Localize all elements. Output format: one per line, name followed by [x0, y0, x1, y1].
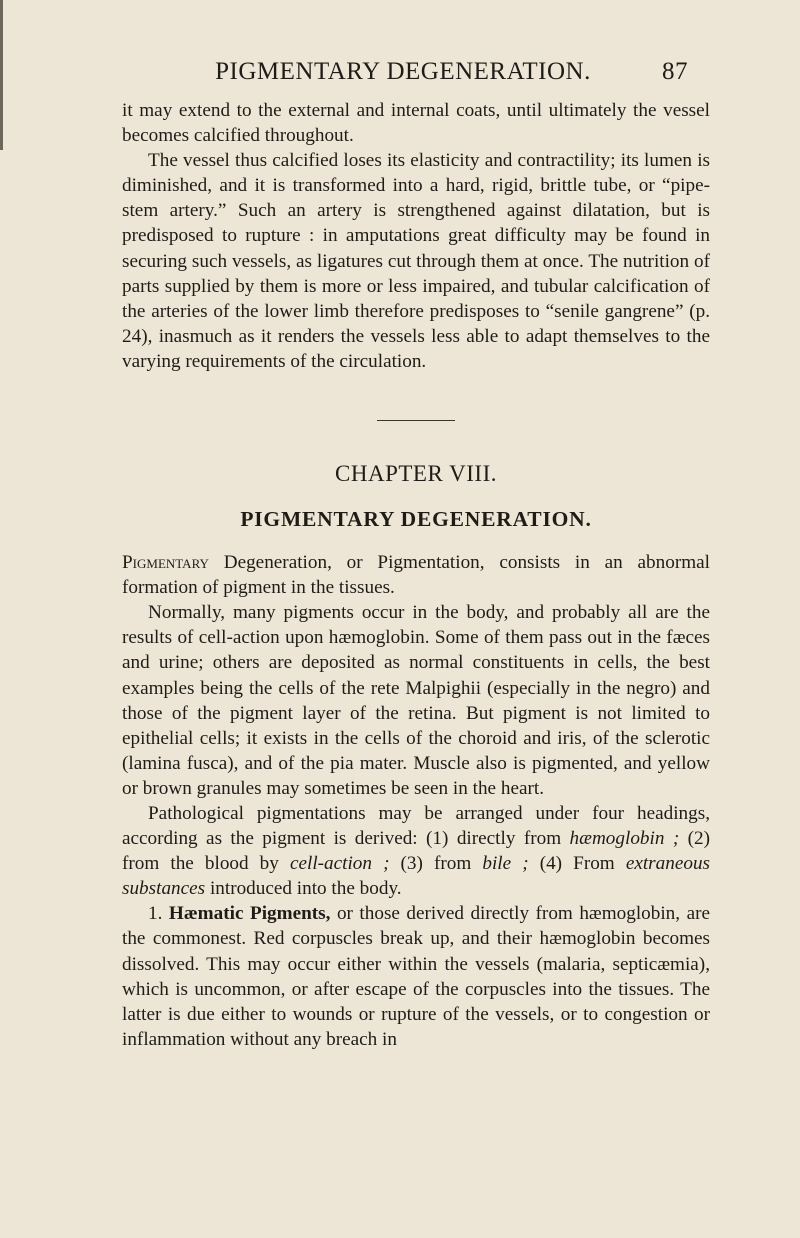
- running-head: [122, 58, 688, 86]
- item-number: 1.: [148, 903, 169, 925]
- text-run: (4) From: [528, 853, 626, 875]
- subheading: Hæmatic Pigments,: [168, 903, 331, 925]
- chapter-label: CHAPTER VIII.: [335, 461, 497, 487]
- text-run: introduced into the body.: [205, 878, 402, 900]
- paragraph-haematic-pigments: [122, 901, 710, 1052]
- paragraph-continued: it may extend to the external and internal coats, until ultimately the vessel becomes calcified throughout.: [122, 100, 710, 147]
- paragraph-normal-pigments: Normally, many pigments occur in the body, and probably all are the results of cell-action upon hæmoglobin. Some of them pass out in the fæces and urine; others are deposited as normal constituents in cells, the best examples being the cells of the rete Malpighii (especially in the negro) and those of the pigment layer of the retina. But pigment is not limited to epithelial cells; it exists in the cells of the choroid and iris, of the sclerotic (lamina fusca), and of the pia mater. Muscle also is pigmented, and yellow or brown granules may sometimes be seen in the heart.: [122, 602, 710, 799]
- paragraph-pathological: [122, 801, 710, 901]
- paragraph-text: or those derived directly from hæmoglobin, are the commonest. Red corpuscles break up, and their hæmoglobin becomes dissolved. This may occur either within the vessels (malaria, septicæmia), which is uncommon, or after escape of the corpuscles into the tissues. The latter is due either to wounds or rupture of the vessels, or to congestion or inflammation without any breach in: [122, 903, 710, 1050]
- page-number: 87: [662, 58, 688, 85]
- paragraph-text: Degeneration, or Pigmentation, consists in an abnormal formation of pigment in the tissues.: [122, 552, 710, 599]
- text-run: (3) from: [389, 853, 483, 875]
- page-edge-shadow: [0, 0, 3, 150]
- chapter-heading: PIGMENTARY DEGENERATION.: [240, 507, 592, 532]
- emphasis-term: bile ;: [482, 853, 529, 875]
- running-title: PIGMENTARY DEGENERATION.: [215, 58, 591, 85]
- lead-word: Pigmentary: [122, 552, 209, 574]
- paragraph-calcified-vessel: The vessel thus calcified loses its elasticity and contractility; its lumen is diminished, and it is transformed into a hard, rigid, brittle tube, or “pipe-stem artery.” Such an artery is strengthened against dilatation, but is predisposed to rupture : in amputations great difficulty may be found in securing such vessels, as ligatures cut through them at once. The nutrition of parts supplied by them is more or less impaired, and tubular calcification of the arteries of the lower limb therefore predisposes to “senile gangrene” (p. 24), inasmuch as it renders the vessels less able to adapt themselves to the varying requirements of the circulation.: [122, 150, 710, 372]
- emphasis-term: extraneous substances: [122, 853, 711, 900]
- text-run: (2) from the blood by: [122, 828, 711, 875]
- text-run: Pathological pigmentations may be arranged under four headings, according as the pigment is derived: (1) directly from: [122, 802, 710, 850]
- page-body: [122, 98, 710, 1052]
- emphasis-term: cell-action ;: [289, 853, 390, 875]
- paragraph-definition: [122, 550, 710, 600]
- emphasis-term: hæmoglobin ;: [569, 828, 680, 850]
- section-divider: [377, 420, 455, 421]
